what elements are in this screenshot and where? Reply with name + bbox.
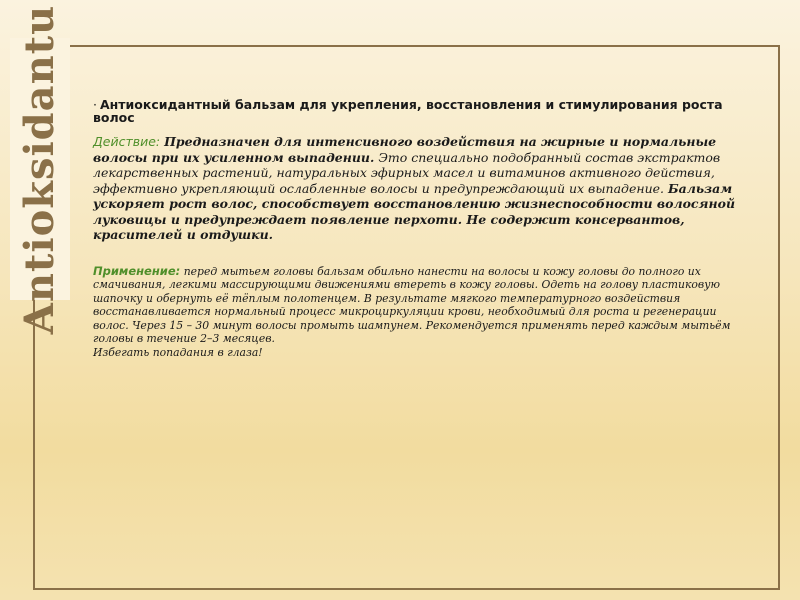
action-paragraph [93, 134, 743, 243]
usage-text: перед мытьем головы бальзам обильно нанести на волосы и кожу головы до полного их смачивания, легкими массирующими движениями втереть в кожу головы. Одеть на голову пластиковую шапочку и обернуть её тёплым полотенцем. В результате мягкого температурного воздействия восстанавливается нормальный процесс микроциркуляции крови, необходимый для роста и регенерации волос. Через 15 – 30 минут волосы промыть шампунем. Рекомендуется применять перед каждым мытьём головы в течение 2–3 месяцев. [93, 264, 731, 346]
usage-warning: Избегать попадания в глаза! [93, 346, 263, 360]
side-title-text: Antioksidantu [16, 4, 64, 334]
heading-text: Антиоксидантный бальзам для укрепления, восстановления и стимулирования роста волос [93, 97, 723, 125]
action-bold-2: Бальзам ускоряет рост волос, способствует восстановлению жизнеспособности волосяной луковицы и предупреждает появление перхоти. Не содержит консервантов, красителей и отдушки. [93, 180, 736, 242]
side-title [10, 4, 70, 334]
action-bold-1: Предназначен для интенсивного воздействия на жирные и нормальные волосы при их усиленном выпадении. [93, 134, 717, 165]
action-label: Действие: [93, 134, 161, 149]
usage-paragraph [93, 265, 743, 360]
action-normal: Это специально подобранный состав экстрактов лекарственных растений, натуральных эфирных масел и витаминов активного действия, эффективно укрепляющий ослабленные волосы и предупреждающий их выпадение. [93, 149, 721, 196]
heading-bullet: · [93, 97, 97, 112]
product-heading [93, 98, 743, 124]
content-area [93, 98, 743, 360]
usage-label: Применение: [93, 263, 181, 278]
